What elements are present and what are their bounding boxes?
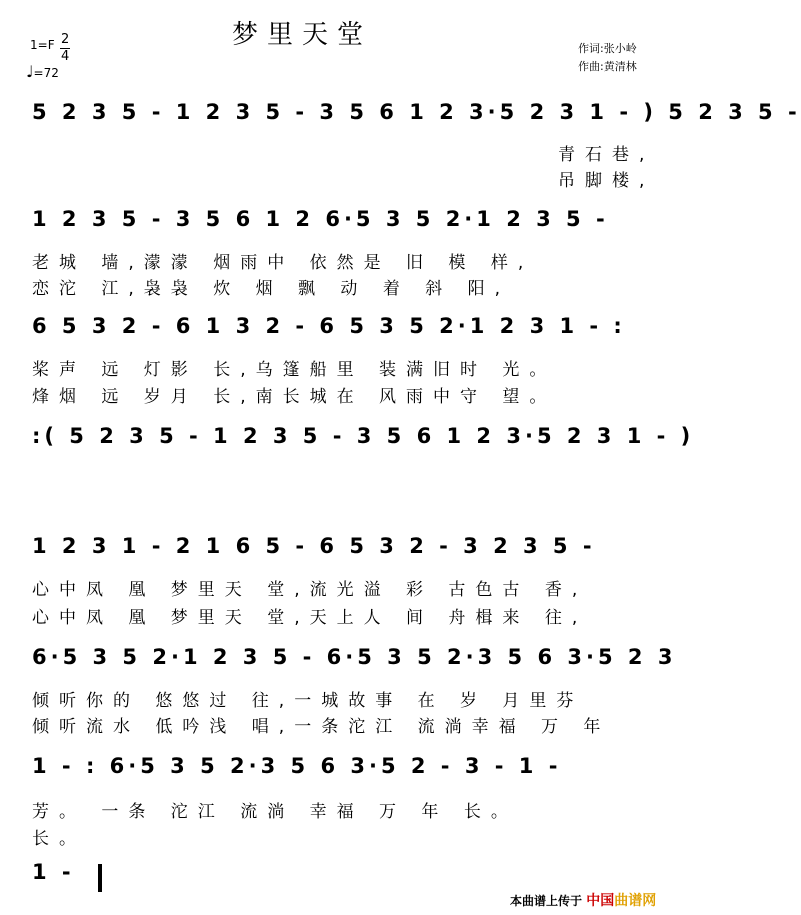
notes-row-7: 1 - : 6·5 3 5 2·3 5 6 3·5 2 - 3 - 1 - [32, 754, 562, 778]
staff-row-6 [0, 645, 701, 685]
staff-row-4 [0, 424, 701, 464]
lyric-row-3a: 桨声 远 灯影 长,乌篷船里 装满旧时 光。 [32, 360, 557, 380]
time-signature [60, 32, 70, 65]
notes-row-3: 6 5 3 2 - 6 1 3 2 - 6 5 3 5 2·1 2 3 1 - : [32, 314, 626, 338]
quarter-note-icon: ♩ [26, 62, 34, 81]
staff-row-1 [0, 100, 801, 140]
staff-row-3 [0, 314, 701, 354]
lyric-row-7b: 长。 [32, 829, 86, 849]
lyric-row-7a: 芳。 一条 沱江 流淌 幸福 万 年 长。 [32, 802, 518, 822]
lyric-row-6b: 倾听流水 低吟浅 唱,一条沱江 流淌幸福 万 年 [32, 717, 611, 737]
time-bottom: 4 [61, 49, 70, 64]
notes-row-5: 1 2 3 1 - 2 1 6 5 - 6 5 3 2 - 3 2 3 5 - [32, 534, 596, 558]
notes-row-8: 1 - [32, 860, 75, 884]
staff-row-2 [0, 207, 701, 247]
lyric-row-5a: 心中凤 凰 梦里天 堂,流光溢 彩 古色古 香, [32, 580, 588, 600]
staff-row-7 [0, 754, 701, 794]
notes-row-6: 6·5 3 5 2·1 2 3 5 - 6·5 3 5 2·3 5 6 3·5 2 3 [32, 645, 677, 669]
footer-brand: 中国 [586, 893, 615, 909]
lyricist-credit: 作词:张小岭 [578, 42, 637, 55]
notes-row-1: 5 2 3 5 - 1 2 3 5 - 3 5 6 1 2 3·5 2 3 1 - ) 5 2 3 5 - [32, 100, 801, 124]
footer-brand-2: 曲谱网 [614, 893, 657, 909]
footer-text: 本曲谱上传于 [510, 894, 583, 908]
footer-credit [510, 890, 656, 910]
composer-credit: 作曲:黄清林 [578, 60, 637, 73]
lyric-row-2a: 老城 墙,濛濛 烟雨中 依然是 旧 模 样, [32, 253, 534, 273]
lyric-row-2b: 恋沱 江,袅袅 炊 烟 飘 动 着 斜 阳, [32, 279, 511, 299]
lyric-row-6a: 倾听你的 悠悠过 往,一城故事 在 岁 月里芬 [32, 691, 584, 711]
staff-row-5 [0, 534, 701, 574]
lyric-row-1a: 青石巷, [558, 145, 655, 165]
notes-row-2: 1 2 3 5 - 3 5 6 1 2 6·5 3 5 2·1 2 3 5 - [32, 207, 609, 231]
lyric-row-1b: 吊脚楼, [558, 171, 655, 191]
lyric-row-3b: 烽烟 远 岁月 长,南长城在 风雨中守 望。 [32, 387, 557, 407]
tempo-mark [26, 62, 59, 81]
key-signature: 1=F [30, 38, 55, 52]
lyric-row-5b: 心中凤 凰 梦里天 堂,天上人 间 舟楫来 往, [32, 608, 588, 628]
final-barline [98, 864, 102, 892]
page-title: 梦里天堂 [232, 20, 373, 50]
notes-row-4: :( 5 2 3 5 - 1 2 3 5 - 3 5 6 1 2 3·5 2 3 1 - ) [32, 424, 695, 448]
tempo-value: =72 [33, 66, 59, 80]
time-top: 2 [61, 32, 70, 47]
